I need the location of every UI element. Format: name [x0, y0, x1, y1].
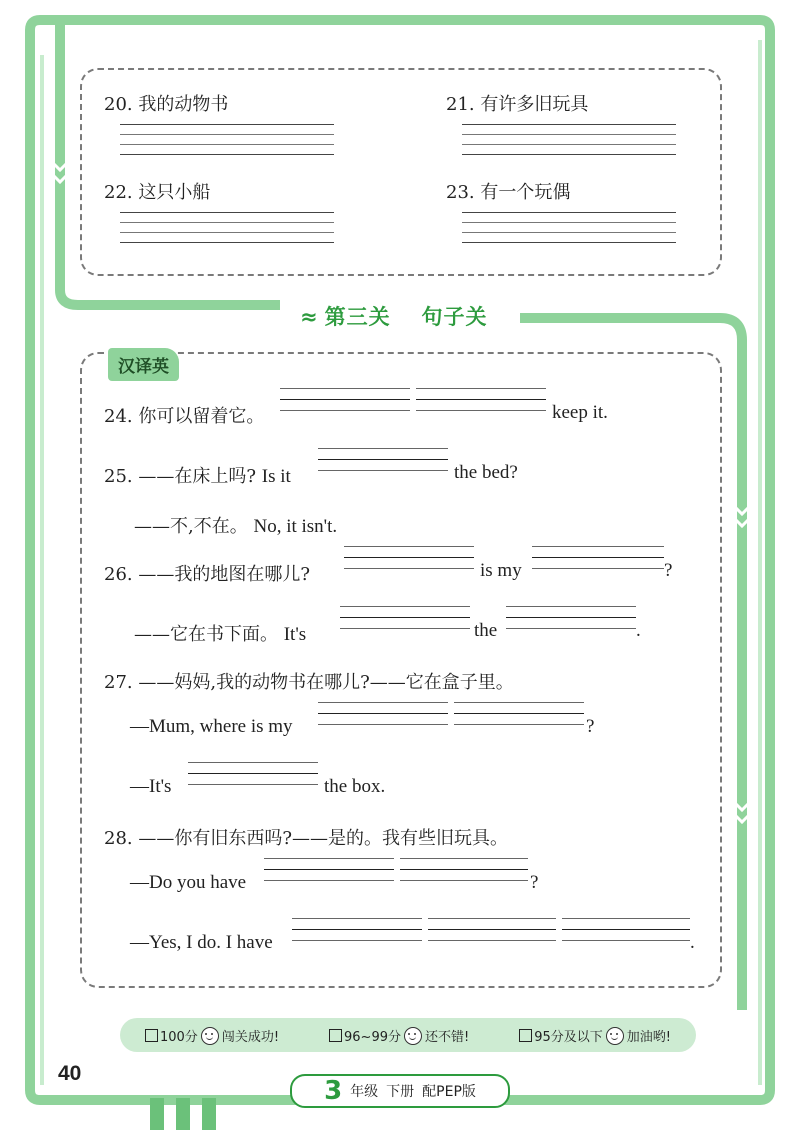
- checkbox-icon[interactable]: [329, 1029, 342, 1042]
- answer-blank-27b[interactable]: [454, 702, 584, 735]
- answer-blank-28d[interactable]: [428, 918, 556, 951]
- question-27: 27. ——妈妈,我的动物书在哪儿?——它在盒子里。: [104, 672, 514, 693]
- section-tag: 汉译英: [108, 348, 179, 381]
- smiley-icon: [201, 1027, 219, 1045]
- question-27-en2: —It's: [130, 776, 172, 797]
- question-28-en2: —Yes, I do. I have: [130, 932, 273, 953]
- vocab-item-20: 20. 我的动物书: [104, 94, 229, 115]
- score-bar: [120, 1018, 696, 1052]
- vocab-item-22: 22. 这只小船: [104, 182, 211, 203]
- question-27-en1: —Mum, where is my: [130, 716, 293, 737]
- answer-blank-27c[interactable]: [188, 762, 318, 795]
- question-26-mid: is my: [480, 560, 522, 581]
- vocab-item-23: 23. 有一个玩偶: [446, 182, 571, 203]
- score-option-96[interactable]: 96~99分 还不错!: [329, 1026, 469, 1045]
- answer-lines-22[interactable]: [120, 212, 334, 252]
- answer-blank-26b[interactable]: [532, 546, 664, 579]
- question-26: 26. ——我的地图在哪儿?: [104, 564, 311, 585]
- answer-blank-28c[interactable]: [292, 918, 422, 951]
- answer-blank-24a[interactable]: [280, 388, 410, 421]
- score-option-100[interactable]: 100分 闯关成功!: [145, 1026, 279, 1045]
- answer-blank-28b[interactable]: [400, 858, 528, 891]
- question-24-tail: keep it.: [552, 402, 608, 423]
- question-28-en1: —Do you have: [130, 872, 247, 893]
- answer-25: ——不,不在。 No, it isn't.: [134, 516, 338, 537]
- answer-blank-27a[interactable]: [318, 702, 448, 735]
- page-number: 40: [58, 1062, 82, 1085]
- grade-badge: 3 年级 下册 配PEP版: [290, 1074, 510, 1108]
- answer-blank-26d[interactable]: [506, 606, 636, 639]
- cheer-icon: [606, 1027, 624, 1045]
- answer-blank-24b[interactable]: [416, 388, 546, 421]
- score-option-95[interactable]: 95分及以下 加油哟!: [519, 1026, 671, 1045]
- question-24: 24. 你可以留着它。: [104, 406, 265, 427]
- question-27-end: ?: [586, 716, 595, 737]
- wave-icon: ≈: [300, 305, 319, 329]
- question-28: 28. ——你有旧东西吗?——是的。我有些旧玩具。: [104, 828, 509, 849]
- checkbox-icon[interactable]: [519, 1029, 532, 1042]
- vocab-item-21: 21. 有许多旧玩具: [446, 94, 589, 115]
- checkbox-icon[interactable]: [145, 1029, 158, 1042]
- section-banner: ≈ 第三关 句子关: [300, 305, 488, 329]
- question-28-end: ?: [530, 872, 539, 893]
- answer-lines-23[interactable]: [462, 212, 676, 252]
- answer-26-dot: .: [636, 620, 641, 641]
- question-25: 25. ——在床上吗? Is it: [104, 466, 291, 487]
- answer-26-the: the: [474, 620, 498, 641]
- answer-blank-26a[interactable]: [344, 546, 474, 579]
- answer-lines-21[interactable]: [462, 124, 676, 164]
- answer-blank-28a[interactable]: [264, 858, 394, 891]
- question-28-dot: .: [690, 932, 695, 953]
- decorative-bars: [150, 1098, 228, 1134]
- answer-26: ——它在书下面。 It's: [134, 624, 307, 645]
- answer-blank-26c[interactable]: [340, 606, 470, 639]
- smiley-icon: [404, 1027, 422, 1045]
- question-27-en2b: the box.: [324, 776, 386, 797]
- answer-lines-20[interactable]: [120, 124, 334, 164]
- answer-blank-25[interactable]: [318, 448, 448, 481]
- question-26-end: ?: [664, 560, 673, 581]
- answer-blank-28e[interactable]: [562, 918, 690, 951]
- question-25-tail: the bed?: [454, 462, 518, 483]
